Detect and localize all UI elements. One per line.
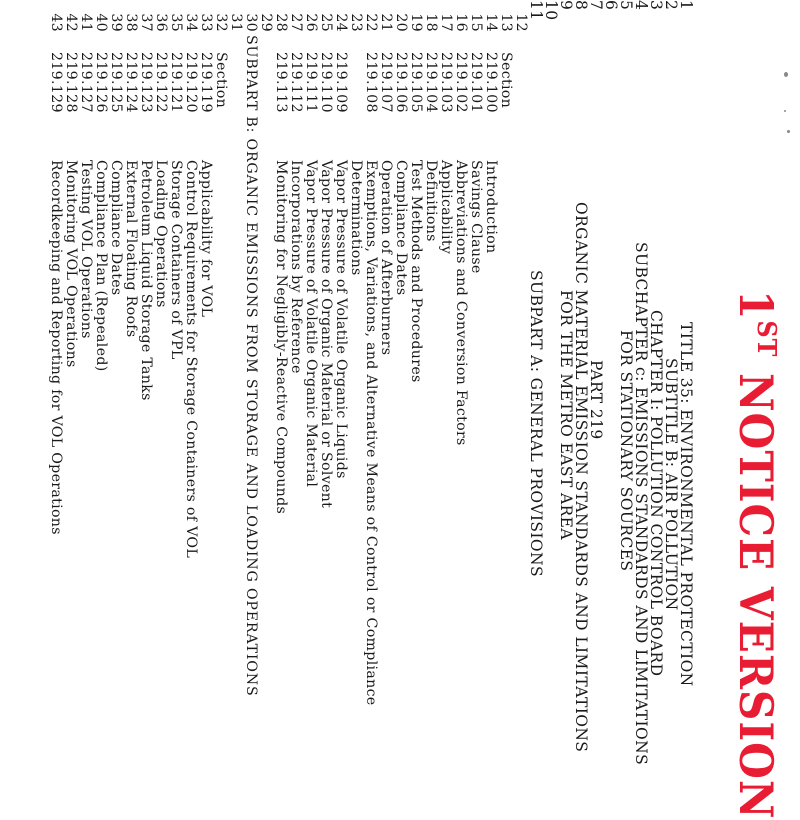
line-number: 26 [303,13,319,32]
header-subtitle: SUBTITLE B: AIR POLLUTION [662,358,680,611]
section-number: 219.105 [408,52,424,113]
section-number: 219.126 [93,52,109,113]
stamp-suffix: ST [751,320,782,358]
section-number: 219.128 [63,52,79,113]
line-number: 18 [423,13,439,32]
header-part-area: FOR THE METRO EAST AREA [557,290,575,540]
section-title: Definitions [423,160,439,242]
line-number: 6 [602,0,620,11]
section-title: Applicability [438,160,454,255]
line-number: 39 [108,13,124,32]
section-title: Abbreviations and Conversion Factors [453,160,469,446]
header-chapter: CHAPTER I: POLLUTION CONTROL BOARD [647,310,665,677]
line-number: 7 [587,0,605,11]
line-number: 13 [498,13,514,32]
line-number: 36 [153,13,169,32]
line-number: 22 [363,13,379,32]
header-subchapter-cont: FOR STATIONARY SOURCES [617,330,635,572]
line-number: 31 [228,13,244,32]
section-number: 219.107 [378,52,394,113]
section-number: 219.103 [438,52,454,113]
section-number: 219.102 [453,52,469,113]
line-number: 20 [393,13,409,32]
section-number: 219.120 [183,52,199,113]
scan-speck [784,110,786,112]
section-title: Vapor Pressure of Organic Material or Solvent [318,160,334,509]
section-number: 219.109 [333,52,349,113]
line-number: 14 [483,13,499,32]
line-number: 29 [258,13,274,32]
line-number: 25 [318,13,334,32]
section-number: 219.104 [423,52,439,113]
subpart-heading: SUBPART B: ORGANIC EMISSIONS FROM STORAGE AND LOADING OPERATIONS [243,35,259,697]
section-number: 219.101 [468,52,484,113]
section-number: 219.106 [393,52,409,113]
section-number: 219.110 [318,52,334,113]
section-title: Monitoring VOL Operations [63,160,79,368]
section-number: 219.124 [123,52,139,113]
section-title: Vapor Pressure of Volatile Organic Liquids [333,160,349,479]
section-title: Compliance Dates [108,160,124,296]
line-number: 32 [213,13,229,32]
line-number: 11 [527,0,545,21]
line-number: 41 [78,13,94,32]
section-title: Compliance Plan (Repealed) [93,160,109,372]
section-number: Section [498,52,514,109]
section-title: Compliance Dates [393,160,409,296]
line-number: 1 [677,0,695,11]
section-title: Recordkeeping and Reporting for VOL Operations [48,160,64,535]
section-number: 219.129 [48,52,64,113]
scan-speck [784,72,788,77]
line-number: 33 [198,13,214,32]
section-title: Loading Operations [153,160,169,308]
section-title: Applicability for VOL [198,160,214,318]
section-number: 219.122 [153,52,169,113]
section-number: 219.112 [288,52,304,113]
section-title: Incorporations by Reference [288,160,304,374]
line-number: 17 [438,13,454,32]
line-number: 40 [93,13,109,32]
section-title: Control Requirements for Storage Containers of VOL [183,160,199,559]
section-title: Vapor Pressure of Volatile Organic Material [303,160,319,488]
header-subpart-a: SUBPART A: GENERAL PROVISIONS [527,270,545,578]
header-subchapter: SUBCHAPTER c: EMISSIONS STANDARDS AND LIMITATIONS [632,242,650,766]
line-number: 24 [333,13,349,32]
line-number: 4 [632,0,650,11]
section-number: 219.119 [198,52,214,113]
line-number: 12 [513,13,529,32]
line-number: 10 [542,0,560,21]
line-number: 38 [123,13,139,32]
section-title: Operation of Afterburners [378,160,394,356]
section-number: 219.108 [363,52,379,113]
line-number: 15 [468,13,484,32]
scan-speck [787,130,790,133]
section-number: 219.100 [483,52,499,113]
section-number: 219.111 [303,52,319,113]
section-number: 219.113 [273,52,289,113]
section-number: 219.127 [78,52,94,113]
section-title: Exemptions, Variations, and Alternative Means of Control or Compliance [363,160,379,706]
section-title: Testing VOL Operations [78,160,94,339]
line-number: 28 [273,13,289,32]
section-title: Test Methods and Procedures [408,160,424,383]
section-number: 219.125 [108,52,124,113]
line-number: 19 [408,13,424,32]
section-title: Petroleum Liquid Storage Tanks [138,160,154,401]
section-title: External Floating Roofs [123,160,139,338]
header-title: TITLE 35: ENVIRONMENTAL PROTECTION [677,322,695,687]
section-title: Monitoring for Negligibly-Reactive Compounds [273,160,289,515]
line-number: 27 [288,13,304,32]
section-title: Determinations [348,160,364,276]
line-number: 9 [557,0,575,11]
notice-version-stamp [729,290,783,820]
line-number: 21 [378,13,394,32]
line-number: 16 [453,13,469,32]
line-number: 3 [647,0,665,11]
section-title: Storage Containers of VPL [168,160,184,360]
stamp-text: NOTICE VERSION [729,372,783,820]
line-number: 42 [63,13,79,32]
section-number: Section [213,52,229,109]
line-number: 43 [48,13,64,32]
header-part: PART 219 [587,360,605,440]
line-number: 35 [168,13,184,32]
header-part-title: ORGANIC MATERIAL EMISSION STANDARDS AND LIMITATIONS [572,202,590,753]
line-number: 5 [617,0,635,11]
section-number: 219.123 [138,52,154,113]
stamp-ordinal: 1 [729,290,783,321]
line-number: 30 [243,13,259,32]
line-number: 37 [138,13,154,32]
section-number: 219.121 [168,52,184,113]
section-title: Savings Clause [468,160,484,274]
line-number: 2 [662,0,680,11]
line-number: 23 [348,13,364,32]
line-number: 8 [572,0,590,11]
line-number: 34 [183,13,199,32]
section-title: Introduction [483,160,499,254]
